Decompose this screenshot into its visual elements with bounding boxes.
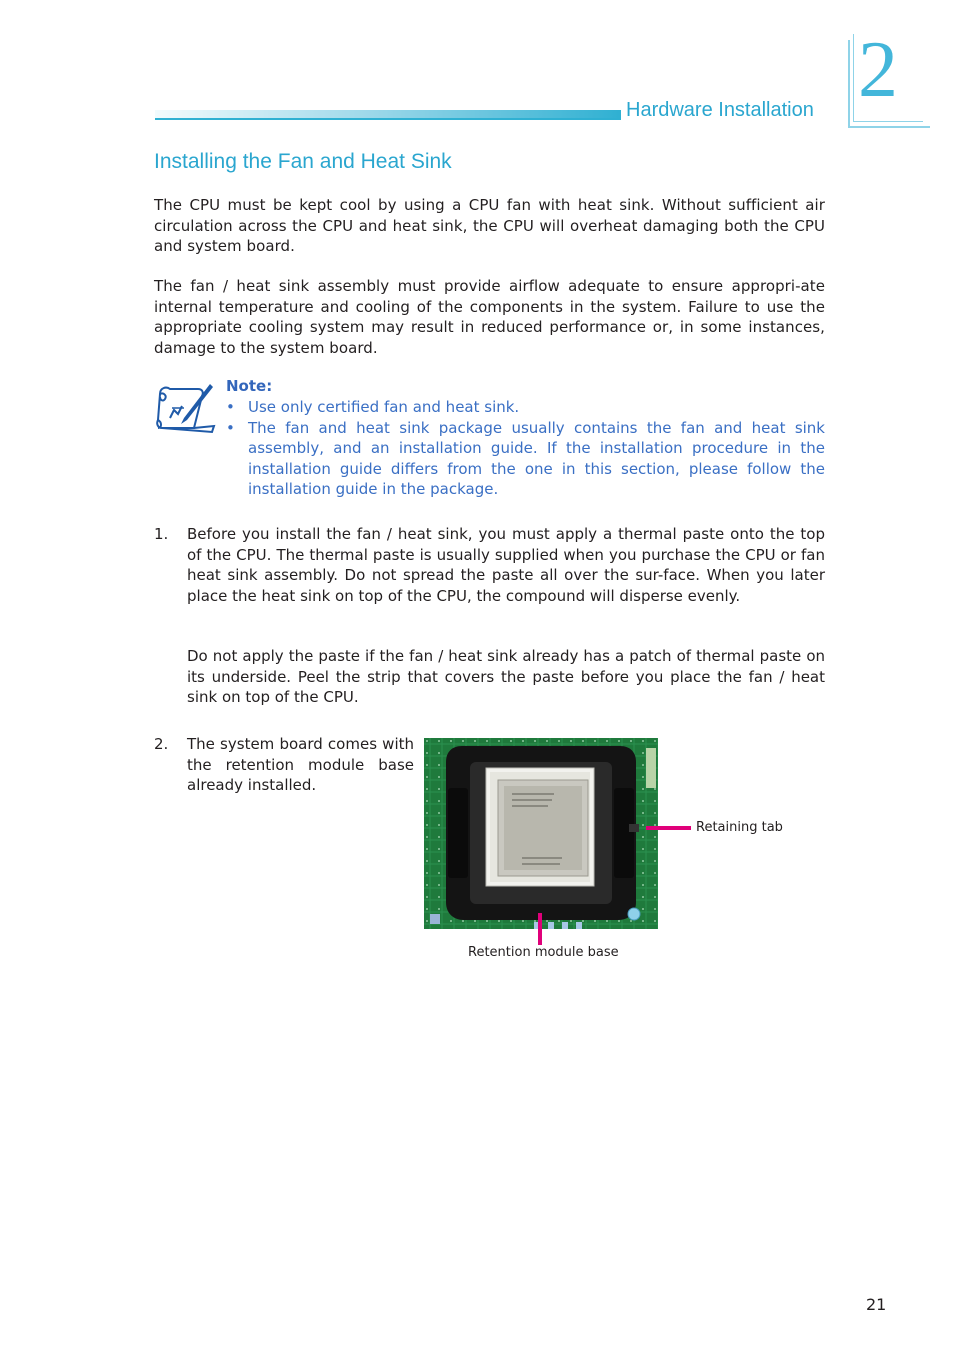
bullet: • (226, 418, 235, 437)
step-text-continued: Do not apply the paste if the fan / heat sink already has a patch of thermal paste on its underside. Peel the strip that covers the paste before you place the fan / heat sink on top of the CPU. (187, 647, 825, 706)
page-number: 21 (866, 1295, 887, 1314)
paragraph-airflow: The fan / heat sink assembly must provide airflow adequate to ensure appropri-ate internal temperature and cooling of the components in the system. Failure to use the appropriate cooling system may result in reduced performance or, in some instances, damage to the system board. (154, 277, 825, 357)
note-pen-icon (154, 380, 218, 438)
step-text: Before you install the fan / heat sink, you must apply a thermal paste onto the top of the CPU. The thermal paste is usually supplied when you purchase the CPU or fan heat sink assembly. Do not spread the paste all over the sur-face. When you later place the heat sink on top of the CPU, the compound will disperse evenly. (187, 525, 825, 605)
label-retention-module-base: Retention module base (468, 945, 619, 960)
step-number: 2. (154, 735, 169, 753)
note-item-text: The fan and heat sink package usually contains the fan and heat sink assembly, and an installation guide. If the installation procedure in the installation guide differs from the one in this section, please follow the installation guide in the package. (248, 418, 825, 498)
header-section-label: Hardware Installation (626, 99, 814, 121)
note-list (226, 397, 825, 500)
chapter-frame (848, 40, 850, 128)
note-label: Note: (226, 377, 273, 395)
chapter-frame (853, 121, 923, 122)
step-text: The system board comes with the retention module base already installed. (187, 735, 414, 794)
paragraph-cooling-intro: The CPU must be kept cool by using a CPU fan with heat sink. Without sufficient air circulation across the CPU and heat sink, the CPU will overheat damaging both the CPU and system board. (154, 196, 825, 255)
note-item (226, 418, 825, 500)
label-retaining-tab: Retaining tab (696, 820, 783, 835)
chapter-number: 2 (858, 26, 898, 114)
note-item-text: Use only certified fan and heat sink. (248, 398, 520, 416)
header-rule (155, 118, 621, 120)
chapter-frame (848, 126, 930, 128)
chapter-frame (853, 34, 854, 122)
bullet: • (226, 398, 235, 416)
section-title: Installing the Fan and Heat Sink (154, 150, 452, 173)
callout-line-retaining-tab (646, 826, 691, 830)
cpu-socket-photo (424, 738, 658, 929)
note-item (226, 397, 825, 418)
step-number: 1. (154, 525, 169, 543)
callout-line-retention-base (538, 913, 542, 945)
